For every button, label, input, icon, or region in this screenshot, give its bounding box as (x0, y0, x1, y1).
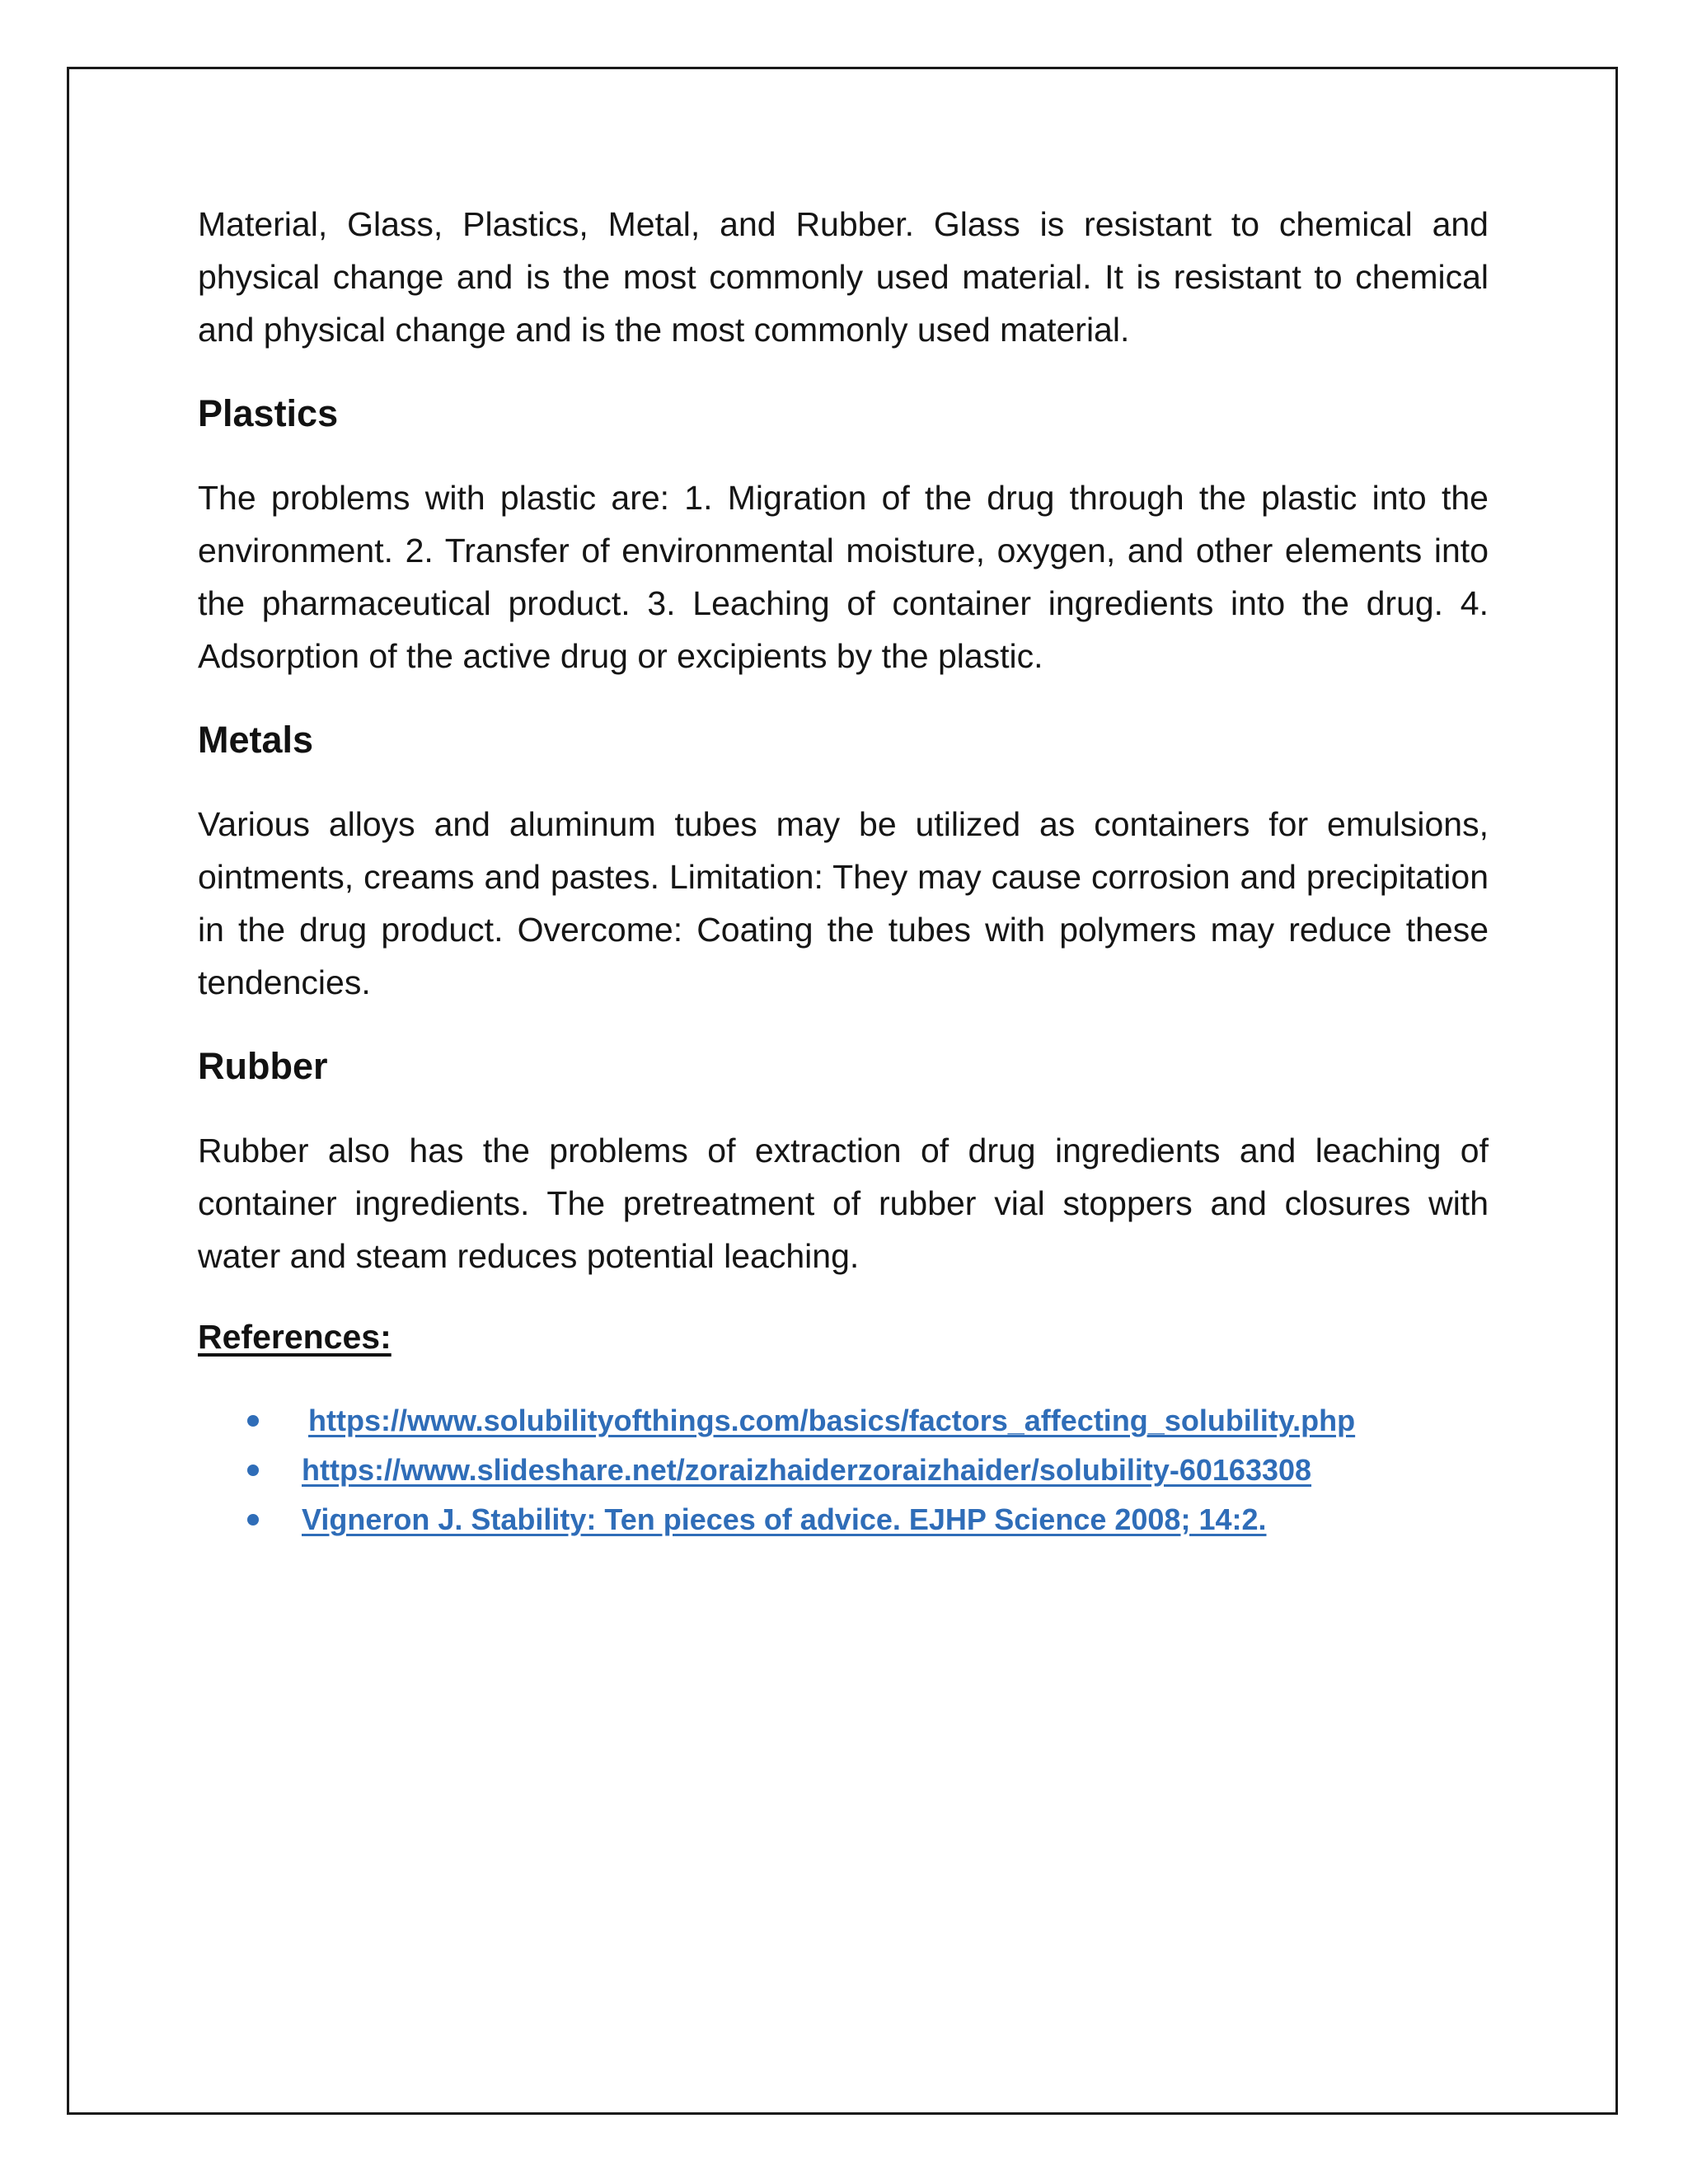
document-body (198, 198, 1489, 1544)
section-heading-rubber: Rubber (198, 1045, 328, 1087)
references-list (247, 1396, 1489, 1544)
section-paragraph-metals: Various alloys and aluminum tubes may be utilized as containers for emulsions, ointments, creams and pastes. Limitation: They may cause corrosion and precipitation in the drug product. Overcome: Coating the tubes with polymers may reduce these tendencies. (198, 805, 1489, 1001)
reference-item (247, 1495, 1489, 1544)
bullet-icon (247, 1415, 259, 1427)
section-paragraph-rubber: Rubber also has the problems of extraction of drug ingredients and leaching of container ingredients. The pretreatment of rubber vial stoppers and closures with water and steam reduces potential leaching. (198, 1132, 1489, 1275)
reference-link-slideshare[interactable]: https://www.slideshare.net/zoraizhaiderzoraizhaider/solubility-60163308 (302, 1453, 1312, 1487)
references-heading: References: (198, 1318, 392, 1356)
section-heading-plastics: Plastics (198, 392, 339, 434)
bullet-icon (247, 1465, 259, 1476)
section-heading-metals: Metals (198, 719, 314, 761)
reference-link-vigneron[interactable]: Vigneron J. Stability: Ten pieces of advice. EJHP Science 2008; 14:2. (302, 1502, 1267, 1536)
bullet-icon (247, 1514, 259, 1526)
reference-item (247, 1396, 1489, 1446)
intro-paragraph: Material, Glass, Plastics, Metal, and Rubber. Glass is resistant to chemical and physical change and is the most commonly used material. It is resistant to chemical and physical change and is the most commonly used material. (198, 205, 1489, 349)
reference-link-solubilityofthings[interactable]: https://www.solubilityofthings.com/basics/factors_affecting_solubility.php (308, 1404, 1356, 1437)
section-paragraph-plastics: The problems with plastic are: 1. Migration of the drug through the plastic into the environment. 2. Transfer of environmental moisture, oxygen, and other elements into the pharmaceutical product. 3. Leaching of container ingredients into the drug. 4. Adsorption of the active drug or excipients by the plastic. (198, 479, 1489, 675)
reference-item (247, 1446, 1489, 1495)
